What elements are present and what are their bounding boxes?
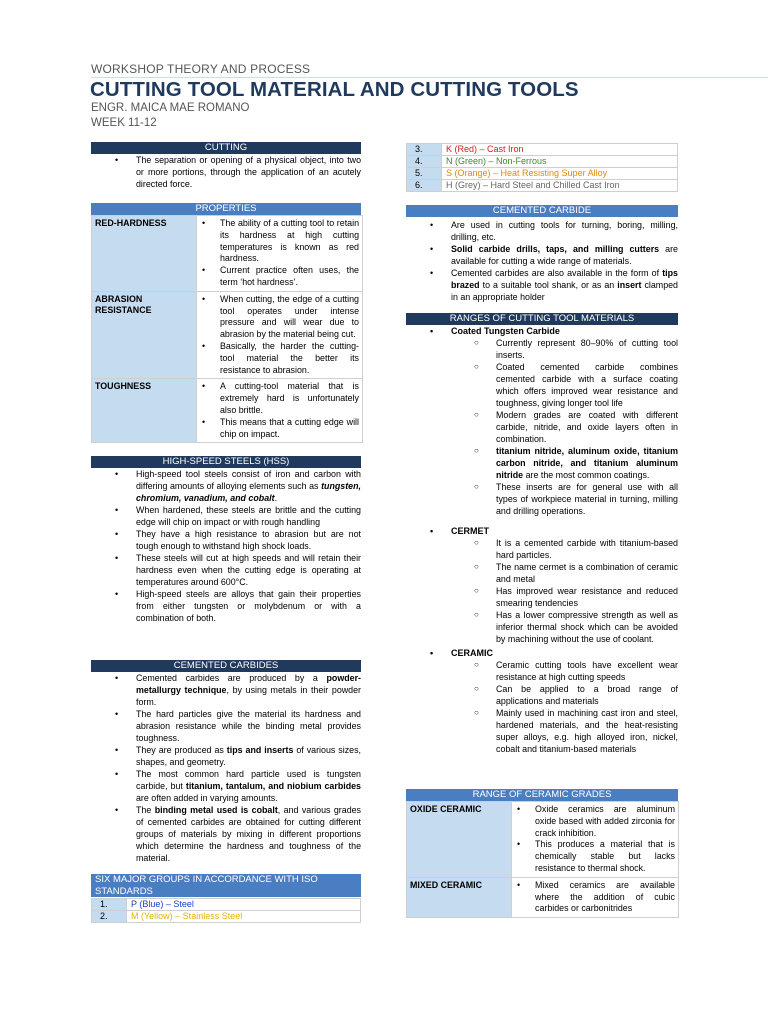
- list-item: • High-speed steels are alloys that gain their properties from either tungsten or molybdenum or with a combination of both.: [91, 588, 361, 624]
- table-row: [92, 379, 363, 443]
- course-title: WORKSHOP THEORY AND PROCESS: [91, 62, 311, 76]
- list-item: • Cemented carbides are also available in the form of tips brazed to a suitable tool shank, or as an insert clamped in an appropriate holder: [406, 267, 678, 303]
- table-row: [407, 802, 679, 878]
- range-group-title: • CERAMIC: [406, 647, 678, 659]
- row-number: 5.: [407, 168, 442, 180]
- ceramic-grades-heading: RANGE OF CERAMIC GRADES: [406, 789, 678, 801]
- row-content: [512, 802, 679, 878]
- list-item: • This means that a cutting edge will chip on impact.: [200, 417, 359, 441]
- list-item: • Cemented carbides are produced by a powder-metallurgy technique, by using metals in their powder form.: [91, 672, 361, 708]
- iso-groups-table-part1: [91, 898, 361, 923]
- emphasis-text: titanium nitride, aluminum oxide, titanium carbon nitride, and titanium aluminum nitride: [496, 446, 678, 480]
- iso-group-label: P (Blue) – Steel: [127, 899, 361, 911]
- list-item: • They have a high resistance to abrasion but are not tough enough to withstand high shock loads.: [91, 528, 361, 552]
- row-content: [197, 379, 363, 443]
- emphasis-text: tungsten, chromium, vanadium, and cobalt: [136, 481, 361, 503]
- emphasis-text: powder-metallurgy technique: [136, 673, 361, 695]
- list-item: • When hardened, these steels are brittle and the cutting edge will chip on impact or with rough handling: [91, 504, 361, 528]
- cemented-carbides-section: [91, 672, 361, 864]
- table-row: [92, 216, 363, 292]
- range-group-title: • CERMET: [406, 525, 678, 537]
- list-item: ○ Modern grades are coated with different carbide, nitride, and oxide layers often in combination.: [406, 409, 678, 445]
- list-item: • A cutting-tool material that is extremely hard is unfortunately also brittle.: [200, 381, 359, 416]
- list-item: ○ Ceramic cutting tools have excellent wear resistance at high cutting speeds: [406, 659, 678, 683]
- row-content: [512, 877, 679, 917]
- range-group-list: [406, 659, 678, 755]
- page-title: CUTTING TOOL MATERIAL AND CUTTING TOOLS: [90, 78, 579, 101]
- list-item: • The hard particles give the material its hardness and abrasion resistance while the binding metal provides toughness.: [91, 708, 361, 744]
- iso-group-row: [407, 156, 678, 168]
- ranges-section: [406, 325, 678, 755]
- list-item: • Mixed ceramics are available where the addition of cubic carbides or carbonitrides: [515, 880, 675, 915]
- iso-group-label: S (Orange) – Heat Resisting Super Alloy: [442, 168, 678, 180]
- hss-heading: HIGH-SPEED STEELS (HSS): [91, 456, 361, 468]
- list-item: ○ Mainly used in machining cast iron and steel, hardened materials, and the heat-resisting super alloys, e.g. high alloyed iron, nickel, cobalt and titanium-based materials: [406, 707, 678, 755]
- row-label: OXIDE CERAMIC: [407, 802, 512, 878]
- properties-table: [91, 215, 363, 443]
- row-number: 2.: [92, 911, 127, 923]
- list-item: • The ability of a cutting tool to retain its hardness at high cutting temperatures is known as red hardness.: [200, 218, 359, 265]
- list-item: • High-speed tool steels consist of iron and carbon with differing amounts of alloying elements such as tungsten, chromium, vanadium, and cobalt.: [91, 468, 361, 504]
- row-number: 1.: [92, 899, 127, 911]
- iso-group-row: [407, 144, 678, 156]
- list-item: • The separation or opening of a physical object, into two or more portions, through the application of an acutely directed force.: [91, 154, 361, 190]
- range-group-list: [406, 537, 678, 645]
- list-item: ○ Coated cemented carbide combines cemented carbide with a surface coating which offers improved wear resistance and toughness, giving longer tool life: [406, 361, 678, 409]
- iso-group-row: [407, 180, 678, 192]
- list-item: • These steels will cut at high speeds and will retain their hardness even when the cutting edge is operating at temperatures around 600°C.: [91, 552, 361, 588]
- row-label: ABRASION RESISTANCE: [92, 291, 197, 379]
- cutting-list: [91, 154, 361, 190]
- list-item: • Basically, the harder the cutting-tool material the better its resistance to abrasion.: [200, 341, 359, 376]
- cemented-carbide-heading: CEMENTED CARBIDE: [406, 205, 678, 217]
- list-item: • Oxide ceramics are aluminum oxide based with added zirconia for crack inhibition.: [515, 804, 675, 839]
- cemented-carbides-list: [91, 672, 361, 864]
- iso-group-label: H (Grey) – Hard Steel and Chilled Cast Iron: [442, 180, 678, 192]
- list-item: • The binding metal used is cobalt, and various grades of cemented carbides are obtained for cutting different groups of materials by mixing in different proportions which determine the hardness and toughness of the material.: [91, 804, 361, 864]
- emphasis-text: insert: [617, 280, 642, 290]
- row-number: 6.: [407, 180, 442, 192]
- row-number: 4.: [407, 156, 442, 168]
- list-item: • The most common hard particle used is tungsten carbide, but titanium, tantalum, and niobium carbides are often added in varying amounts.: [91, 768, 361, 804]
- list-item: ○ Has improved wear resistance and reduced smearing tendencies: [406, 585, 678, 609]
- author: ENGR. MAICA MAE ROMANO: [91, 102, 250, 114]
- row-content: [197, 291, 363, 379]
- cemented-carbide-section: [406, 219, 678, 303]
- cutting-heading: CUTTING: [91, 142, 361, 154]
- hss-section: [91, 468, 361, 624]
- row-number: 3.: [407, 144, 442, 156]
- list-item: • When cutting, the edge of a cutting tool operates under intense pressure and will wear due to abrasion by the material being cut.: [200, 294, 359, 341]
- row-label: TOUGHNESS: [92, 379, 197, 443]
- list-item: • They are produced as tips and inserts of various sizes, shapes, and geometry.: [91, 744, 361, 768]
- ceramic-grades-table: [406, 801, 679, 918]
- cemented-carbides-heading: CEMENTED CARBIDES: [91, 660, 361, 672]
- iso-group-label: M (Yellow) – Stainless Steel: [127, 911, 361, 923]
- list-item: ○ titanium nitride, aluminum oxide, titanium carbon nitride, and titanium aluminum nitride are the most common coatings.: [406, 445, 678, 481]
- row-label: RED-HARDNESS: [92, 216, 197, 292]
- list-item: ○ It is a cemented carbide with titanium-based hard particles.: [406, 537, 678, 561]
- list-item: • This produces a material that is chemically stable but lacks resistance to thermal shock.: [515, 839, 675, 874]
- row-label: MIXED CERAMIC: [407, 877, 512, 917]
- list-item: ○ Has a lower compressive strength as well as inferior thermal shock which can be avoided by machining without the use of coolant.: [406, 609, 678, 645]
- iso-heading: SIX MAJOR GROUPS IN ACCORDANCE WITH ISO STANDARDS: [91, 874, 361, 897]
- list-item: • Are used in cutting tools for turning, boring, milling, drilling, etc.: [406, 219, 678, 243]
- cemented-carbide-list: [406, 219, 678, 303]
- range-group-title: • Coated Tungsten Carbide: [406, 325, 678, 337]
- iso-groups-table-part2: [406, 143, 678, 192]
- emphasis-text: binding metal used is cobalt: [154, 805, 278, 815]
- emphasis-text: Solid carbide drills, taps, and milling cutters: [451, 244, 660, 254]
- iso-group-row: [407, 168, 678, 180]
- cutting-section: [91, 154, 361, 190]
- iso-group-label: K (Red) – Cast Iron: [442, 144, 678, 156]
- emphasis-text: tips and inserts: [226, 745, 294, 755]
- emphasis-text: titanium, tantalum, and niobium carbides: [185, 781, 361, 791]
- table-row: [407, 877, 679, 917]
- ranges-heading: RANGES OF CUTTING TOOL MATERIALS: [406, 313, 678, 325]
- range-group-list: [406, 337, 678, 517]
- list-item: • Solid carbide drills, taps, and milling cutters are available for cutting a wide range of materials.: [406, 243, 678, 267]
- list-item: ○ Currently represent 80–90% of cutting tool inserts.: [406, 337, 678, 361]
- table-row: [92, 291, 363, 379]
- list-item: • Current practice often uses, the term ‘hot hardness’.: [200, 265, 359, 289]
- hss-list: [91, 468, 361, 624]
- iso-group-row: [92, 899, 361, 911]
- list-item: ○ The name cermet is a combination of ceramic and metal: [406, 561, 678, 585]
- emphasis-text: tips brazed: [451, 268, 678, 290]
- iso-group-row: [92, 911, 361, 923]
- list-item: ○ Can be applied to a broad range of applications and materials: [406, 683, 678, 707]
- properties-heading: PROPERTIES: [91, 203, 361, 215]
- list-item: ○ These inserts are for general use with all types of workpiece material in turning, milling and drilling operations.: [406, 481, 678, 517]
- row-content: [197, 216, 363, 292]
- week-label: WEEK 11-12: [91, 117, 157, 129]
- iso-group-label: N (Green) – Non-Ferrous: [442, 156, 678, 168]
